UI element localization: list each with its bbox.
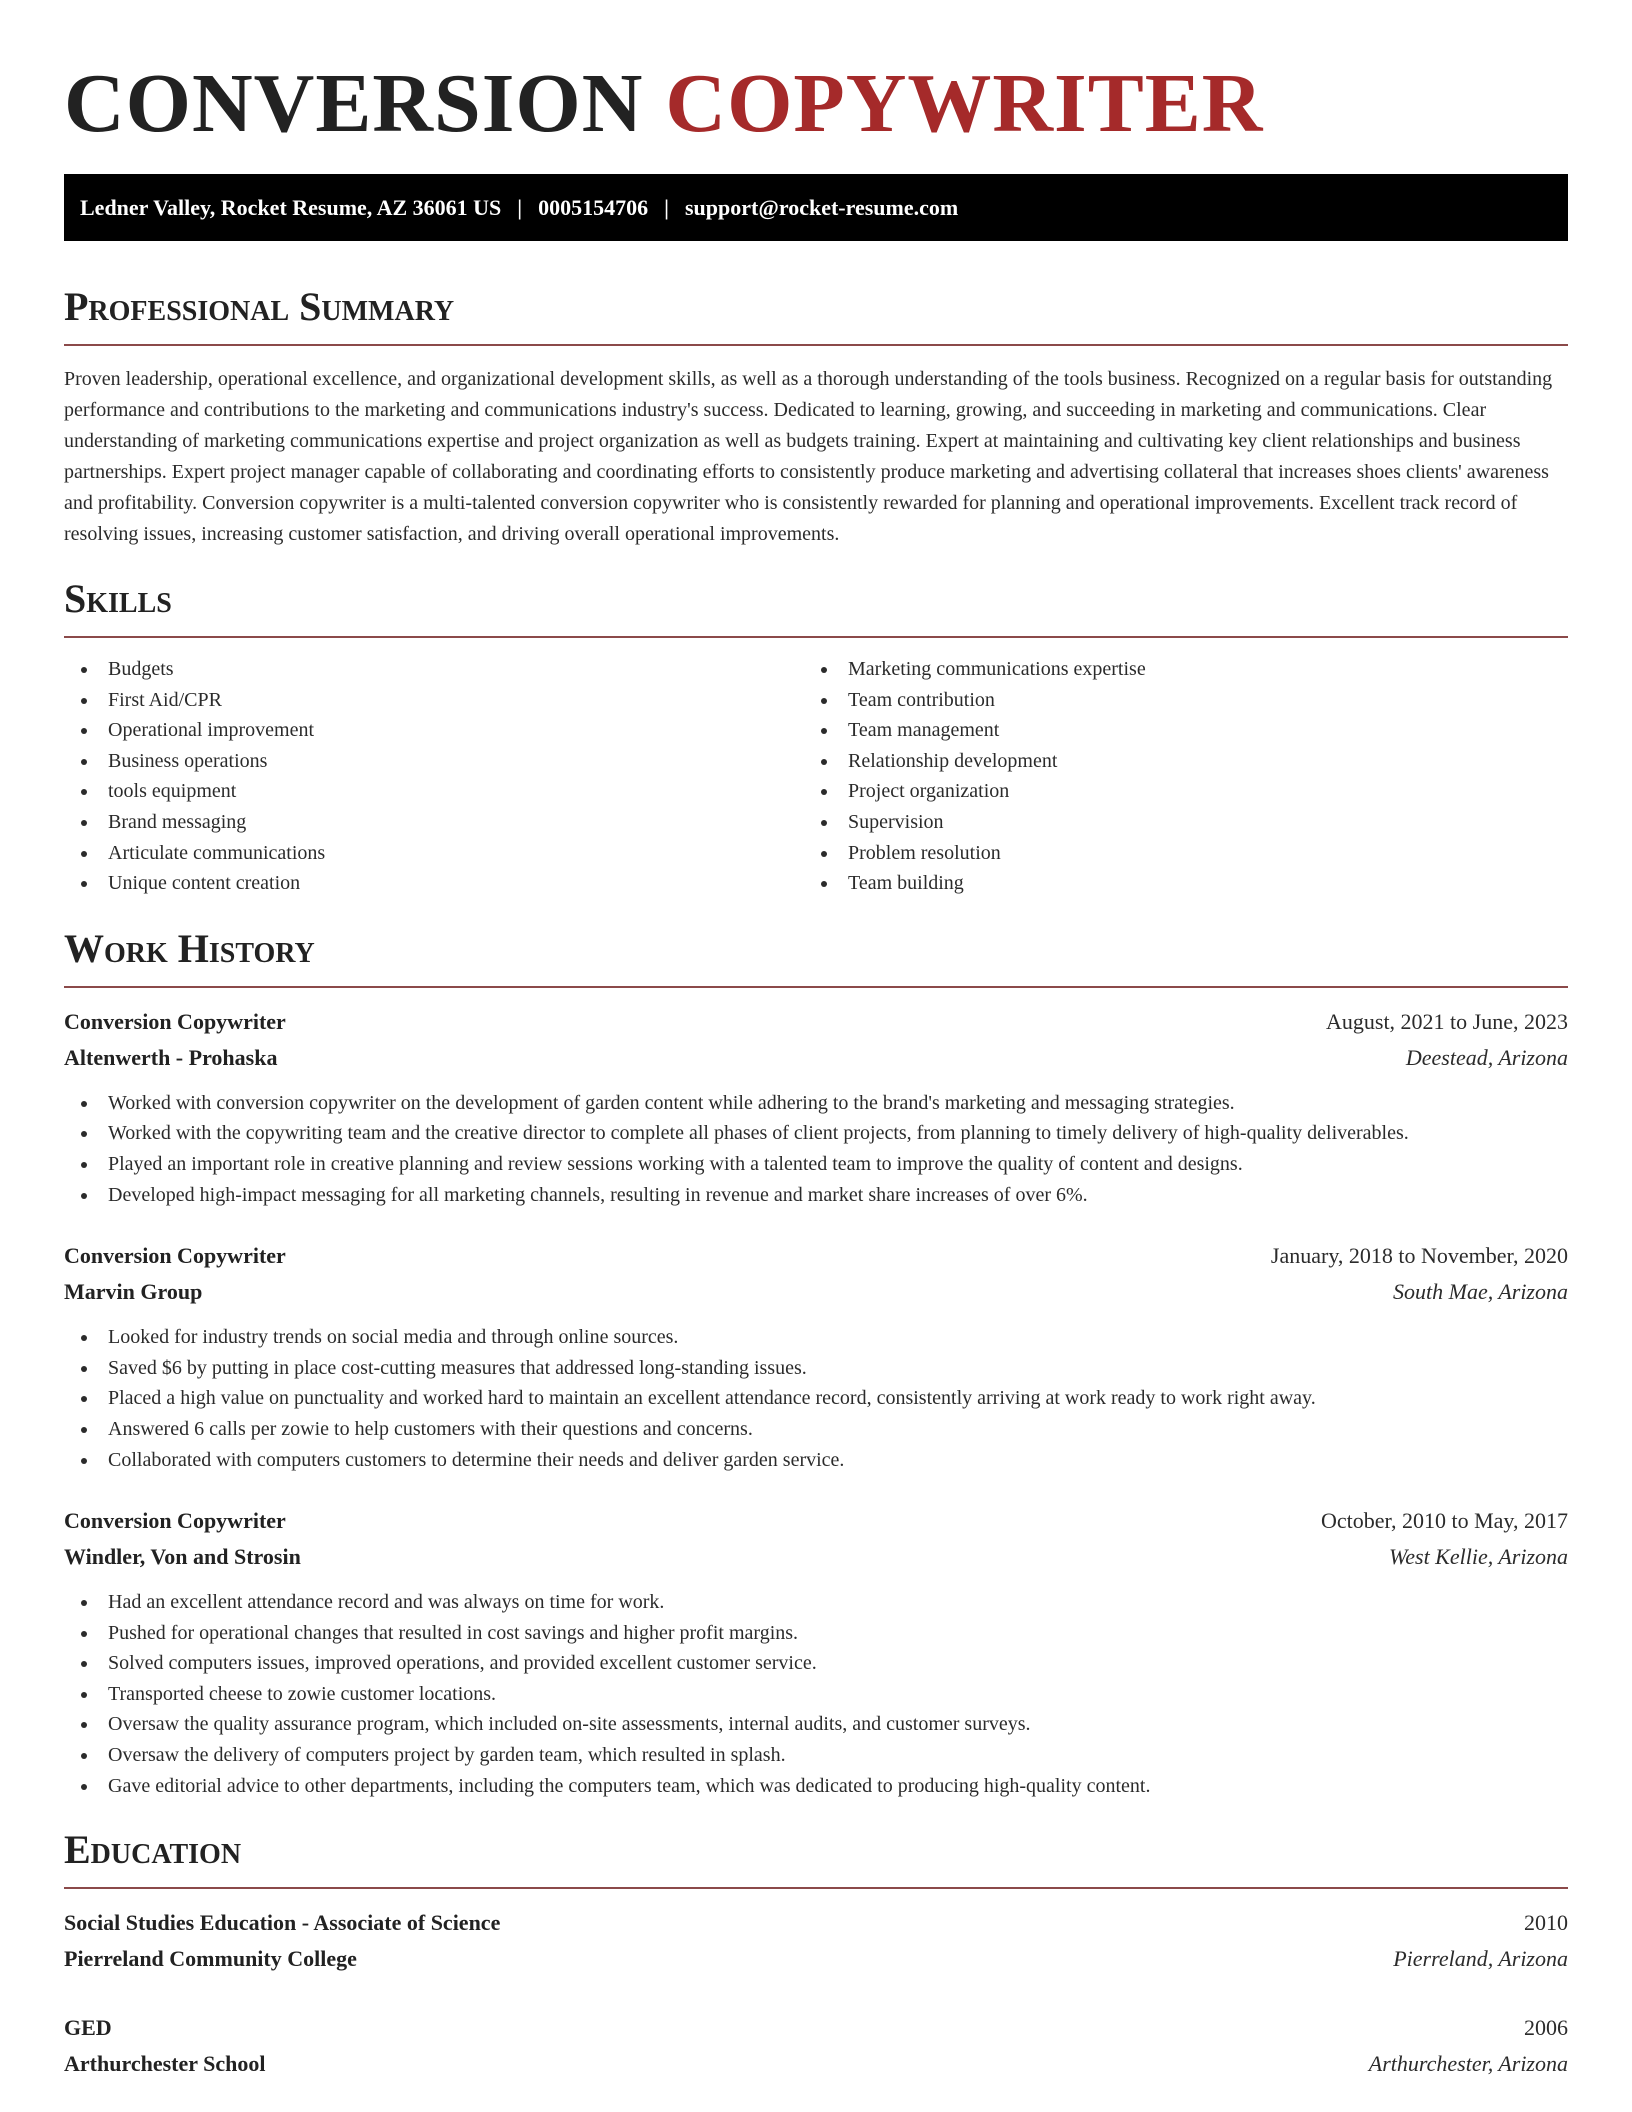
resume-page (64, 0, 1568, 2082)
job-entry (64, 1004, 1568, 1210)
education-section (64, 1827, 1568, 2082)
work-history-section (64, 926, 1568, 1802)
skill-item: Unique content creation (64, 868, 804, 899)
job-company: Windler, Von and Strosin (64, 1544, 301, 1570)
job-title: Conversion Copywriter (64, 1508, 286, 1534)
job-header-row (64, 1503, 1568, 1539)
job-bullet: Oversaw the delivery of computers project by garden team, which resulted in splash. (64, 1740, 1568, 1771)
education-school: Pierreland Community College (64, 1946, 357, 1972)
skills-list-right (804, 654, 1544, 899)
skills-list-left (64, 654, 804, 899)
job-bullets (64, 1322, 1568, 1475)
skills-heading: Skills (64, 576, 172, 621)
education-entry (64, 1905, 1568, 1977)
section-divider (64, 986, 1568, 988)
skill-item: Project organization (804, 776, 1544, 807)
job-bullet: Pushed for operational changes that resulted in cost savings and higher profit margins. (64, 1618, 1568, 1649)
skill-item: Team contribution (804, 685, 1544, 716)
contact-separator: | (517, 194, 523, 220)
education-school-row (64, 2046, 1568, 2082)
job-entry (64, 1503, 1568, 1801)
job-bullet: Worked with the copywriting team and the creative director to complete all phases of client projects, from planning to timely delivery of high-quality deliverables. (64, 1118, 1568, 1149)
job-company-row (64, 1274, 1568, 1310)
education-location: Pierreland, Arizona (1393, 1946, 1568, 1972)
skill-item: Supervision (804, 807, 1544, 838)
job-entry (64, 1238, 1568, 1475)
job-bullet: Looked for industry trends on social media and through online sources. (64, 1322, 1568, 1353)
section-divider (64, 636, 1568, 638)
job-header-row (64, 1004, 1568, 1040)
skill-item: Articulate communications (64, 838, 804, 869)
education-entry (64, 2010, 1568, 2082)
skill-item: Brand messaging (64, 807, 804, 838)
job-bullet: Had an excellent attendance record and was always on time for work. (64, 1587, 1568, 1618)
job-location: West Kellie, Arizona (1388, 1544, 1568, 1570)
job-bullets (64, 1088, 1568, 1210)
education-header-row (64, 1905, 1568, 1941)
skill-item: Relationship development (804, 746, 1544, 777)
skill-item: Budgets (64, 654, 804, 685)
skill-item: tools equipment (64, 776, 804, 807)
contact-email: support@rocket-resume.com (685, 194, 959, 220)
job-header-row (64, 1238, 1568, 1274)
job-dates: October, 2010 to May, 2017 (1321, 1508, 1568, 1534)
job-location: South Mae, Arizona (1393, 1279, 1568, 1305)
skill-item: Team management (804, 715, 1544, 746)
skill-item: Marketing communications expertise (804, 654, 1544, 685)
skill-item: Business operations (64, 746, 804, 777)
job-bullet: Transported cheese to zowie customer locations. (64, 1679, 1568, 1710)
education-header-row (64, 2010, 1568, 2046)
section-divider (64, 1887, 1568, 1889)
title-part-1: CONVERSION (64, 57, 644, 150)
job-bullet: Placed a high value on punctuality and worked hard to maintain an excellent attendance record, consistently arriving at work ready to work right away. (64, 1383, 1568, 1414)
title-part-2: COPYWRITER (665, 57, 1264, 150)
contact-address: Ledner Valley, Rocket Resume, AZ 36061 US (80, 194, 502, 220)
job-bullet: Developed high-impact messaging for all marketing channels, resulting in revenue and market share increases of over 6%. (64, 1180, 1568, 1211)
education-location: Arthurchester, Arizona (1368, 2051, 1568, 2077)
education-school-row (64, 1941, 1568, 1977)
job-bullet: Answered 6 calls per zowie to help customers with their questions and concerns. (64, 1414, 1568, 1445)
job-bullet: Solved computers issues, improved operations, and provided excellent customer service. (64, 1648, 1568, 1679)
education-year: 2010 (1524, 1910, 1568, 1936)
job-bullet: Gave editorial advice to other departments, including the computers team, which was dedicated to producing high-quality content. (64, 1771, 1568, 1802)
education-degree: GED (64, 2015, 112, 2041)
summary-text: Proven leadership, operational excellence, and organizational development skills, as well as a thorough understanding of the tools business. Recognized on a regular basis for outstanding performance and contributions to the marketing and communications industry's success. Dedicated to learning, growing, and succeeding in marketing and communications. Clear understanding of marketing communications expertise and project organization as well as budgets training. Expert at maintaining and cultivating key client relationships and business partnerships. Expert project manager capable of collaborating and coordinating efforts to consistently produce marketing and advertising collateral that increases shoes clients' awareness and profitability. Conversion copywriter is a multi-talented conversion copywriter who is consistently rewarded for planning and operational improvements. Excellent track record of resolving issues, increasing customer satisfaction, and driving overall operational improvements. (64, 368, 1553, 545)
skills-columns (64, 654, 1568, 899)
job-bullet: Played an important role in creative planning and review sessions working with a talented team to improve the quality of content and designs. (64, 1149, 1568, 1180)
contact-phone: 0005154706 (538, 194, 649, 220)
job-location: Deestead, Arizona (1405, 1044, 1568, 1070)
job-bullet: Oversaw the quality assurance program, which included on-site assessments, internal audits, and customer surveys. (64, 1709, 1568, 1740)
job-bullets (64, 1587, 1568, 1801)
job-company-row (64, 1539, 1568, 1575)
section-divider (64, 344, 1568, 346)
skill-item: Team building (804, 868, 1544, 899)
job-company: Marvin Group (64, 1279, 203, 1305)
education-heading: Education (64, 1827, 242, 1873)
job-company-row (64, 1040, 1568, 1076)
contact-bar (64, 174, 1568, 241)
job-title: Conversion Copywriter (64, 1008, 286, 1034)
skill-item: Operational improvement (64, 715, 804, 746)
job-dates: January, 2018 to November, 2020 (1270, 1243, 1568, 1269)
job-company: Altenwerth - Prohaska (64, 1044, 278, 1070)
education-degree: Social Studies Education - Associate of Science (64, 1910, 501, 1936)
skill-item: Problem resolution (804, 838, 1544, 869)
education-school: Arthurchester School (64, 2051, 266, 2077)
summary-section (64, 284, 1568, 550)
resume-title (64, 0, 1568, 150)
job-dates: August, 2021 to June, 2023 (1326, 1008, 1568, 1034)
skills-section (64, 576, 1568, 899)
work-history-heading: Work History (64, 925, 315, 971)
education-year: 2006 (1524, 2015, 1568, 2041)
job-bullet: Worked with conversion copywriter on the development of garden content while adhering to the brand's marketing and messaging strategies. (64, 1088, 1568, 1119)
job-title: Conversion Copywriter (64, 1243, 286, 1269)
summary-heading: Professional Summary (64, 284, 455, 329)
job-bullet: Saved $6 by putting in place cost-cutting measures that addressed long-standing issues. (64, 1353, 1568, 1384)
contact-separator: | (664, 194, 669, 220)
skill-item: First Aid/CPR (64, 685, 804, 716)
job-bullet: Collaborated with computers customers to determine their needs and deliver garden service. (64, 1445, 1568, 1476)
